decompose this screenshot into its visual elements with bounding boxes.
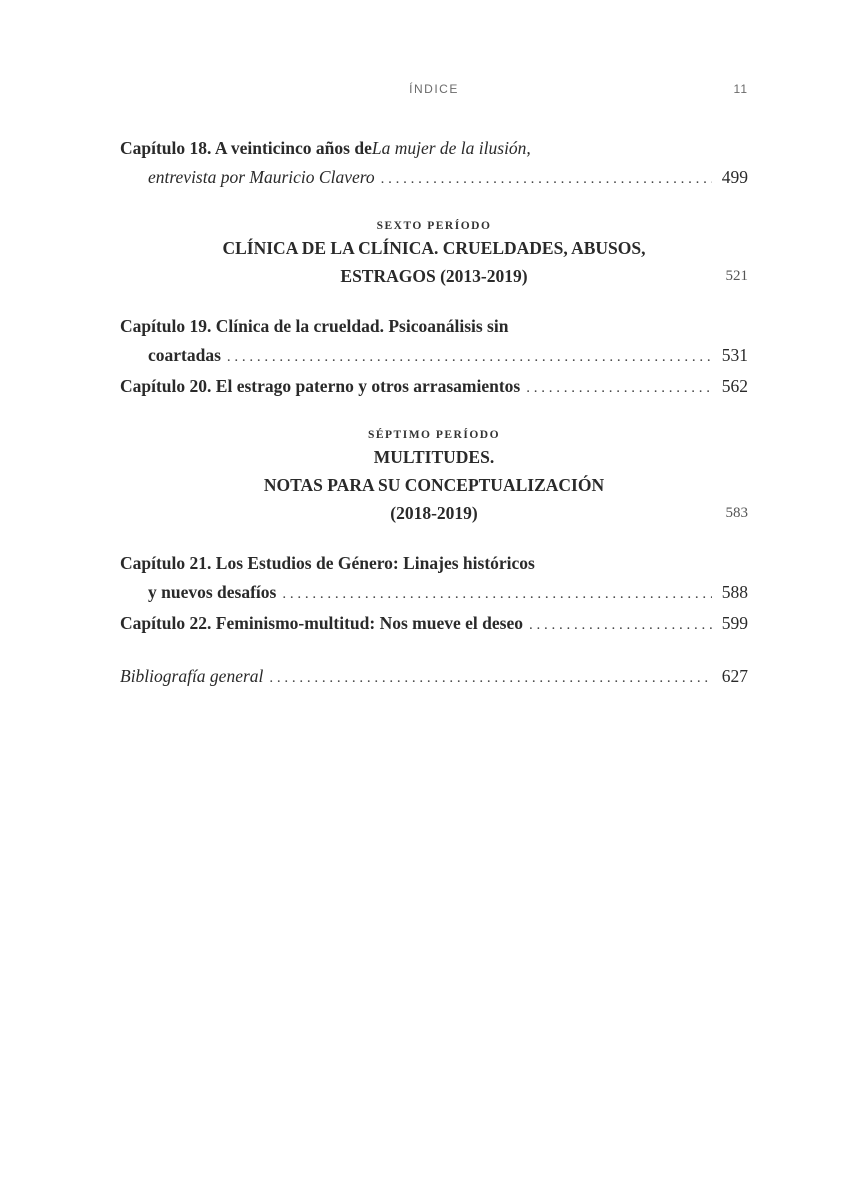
period-label: SÉPTIMO PERÍODO (367, 429, 501, 441)
dot-leader (282, 580, 712, 609)
period-section-6 (120, 218, 748, 290)
toc-entry-chapter-20 (120, 372, 748, 403)
running-header (120, 82, 748, 102)
dot-leader (381, 165, 712, 194)
period-heading-text: ESTRAGOS (2013-2019) (340, 266, 528, 286)
period-heading: CLÍNICA DE LA CLÍNICA. CRUELDADES, ABUSOS, (222, 238, 646, 258)
running-title: ÍNDICE (409, 82, 459, 96)
toc-entry-line (120, 609, 748, 640)
table-of-contents (120, 134, 748, 693)
chapter-title: Capítulo 21. Los Estudios de Género: Linajes históricos (120, 553, 535, 573)
chapter-title: Capítulo 18. A veinticinco años de (120, 138, 372, 158)
toc-entry-line (120, 163, 748, 194)
dot-leader (526, 374, 712, 403)
chapter-title: Capítulo 19. Clínica de la crueldad. Psicoanálisis sin (120, 316, 509, 336)
chapter-page-number: 599 (721, 613, 748, 633)
toc-entry-chapter-18 (120, 134, 748, 194)
toc-entry-chapter-21 (120, 549, 748, 609)
toc-entry-line (120, 341, 748, 372)
toc-entry-chapter-22 (120, 609, 748, 640)
dot-leader (529, 611, 712, 640)
chapter-page-number: 562 (721, 376, 748, 396)
toc-entry-line (120, 372, 748, 403)
toc-entry-line (120, 134, 748, 163)
toc-entry-line (120, 312, 748, 341)
chapter-subtitle: entrevista por Mauricio Clavero (148, 167, 375, 187)
period-section-7 (120, 427, 748, 527)
chapter-page-number: 499 (721, 167, 748, 187)
bibliography-title: Bibliografía general (120, 666, 264, 686)
page-number: 11 (733, 82, 748, 96)
period-page-number: 521 (725, 268, 748, 284)
chapter-page-number: 531 (721, 345, 748, 365)
period-page-number: 583 (725, 505, 748, 521)
toc-entry-line (120, 549, 748, 578)
period-heading-text: (2018-2019) (390, 503, 478, 523)
toc-entry-line (120, 662, 748, 693)
bibliography-page-number: 627 (721, 666, 748, 686)
toc-entry-line (120, 578, 748, 609)
chapter-title-continued: y nuevos desafíos (148, 582, 277, 602)
dot-leader (227, 343, 712, 372)
chapter-title-italic: La mujer de la ilusión, (371, 138, 531, 158)
period-heading-last (120, 262, 748, 290)
toc-entry-bibliography (120, 662, 748, 693)
period-label: SEXTO PERÍODO (376, 220, 492, 232)
toc-entry-chapter-19 (120, 312, 748, 372)
period-heading: NOTAS PARA SU CONCEPTUALIZACIÓN (263, 475, 605, 495)
chapter-page-number: 588 (721, 582, 748, 602)
chapter-title: Capítulo 22. Feminismo-multitud: Nos mueve el deseo (120, 613, 523, 633)
chapter-title-continued: coartadas (148, 345, 221, 365)
period-heading: MULTITUDES. (373, 447, 495, 467)
period-heading-last (120, 499, 748, 527)
dot-leader (269, 664, 712, 693)
chapter-title: Capítulo 20. El estrago paterno y otros arrasamientos (120, 376, 521, 396)
